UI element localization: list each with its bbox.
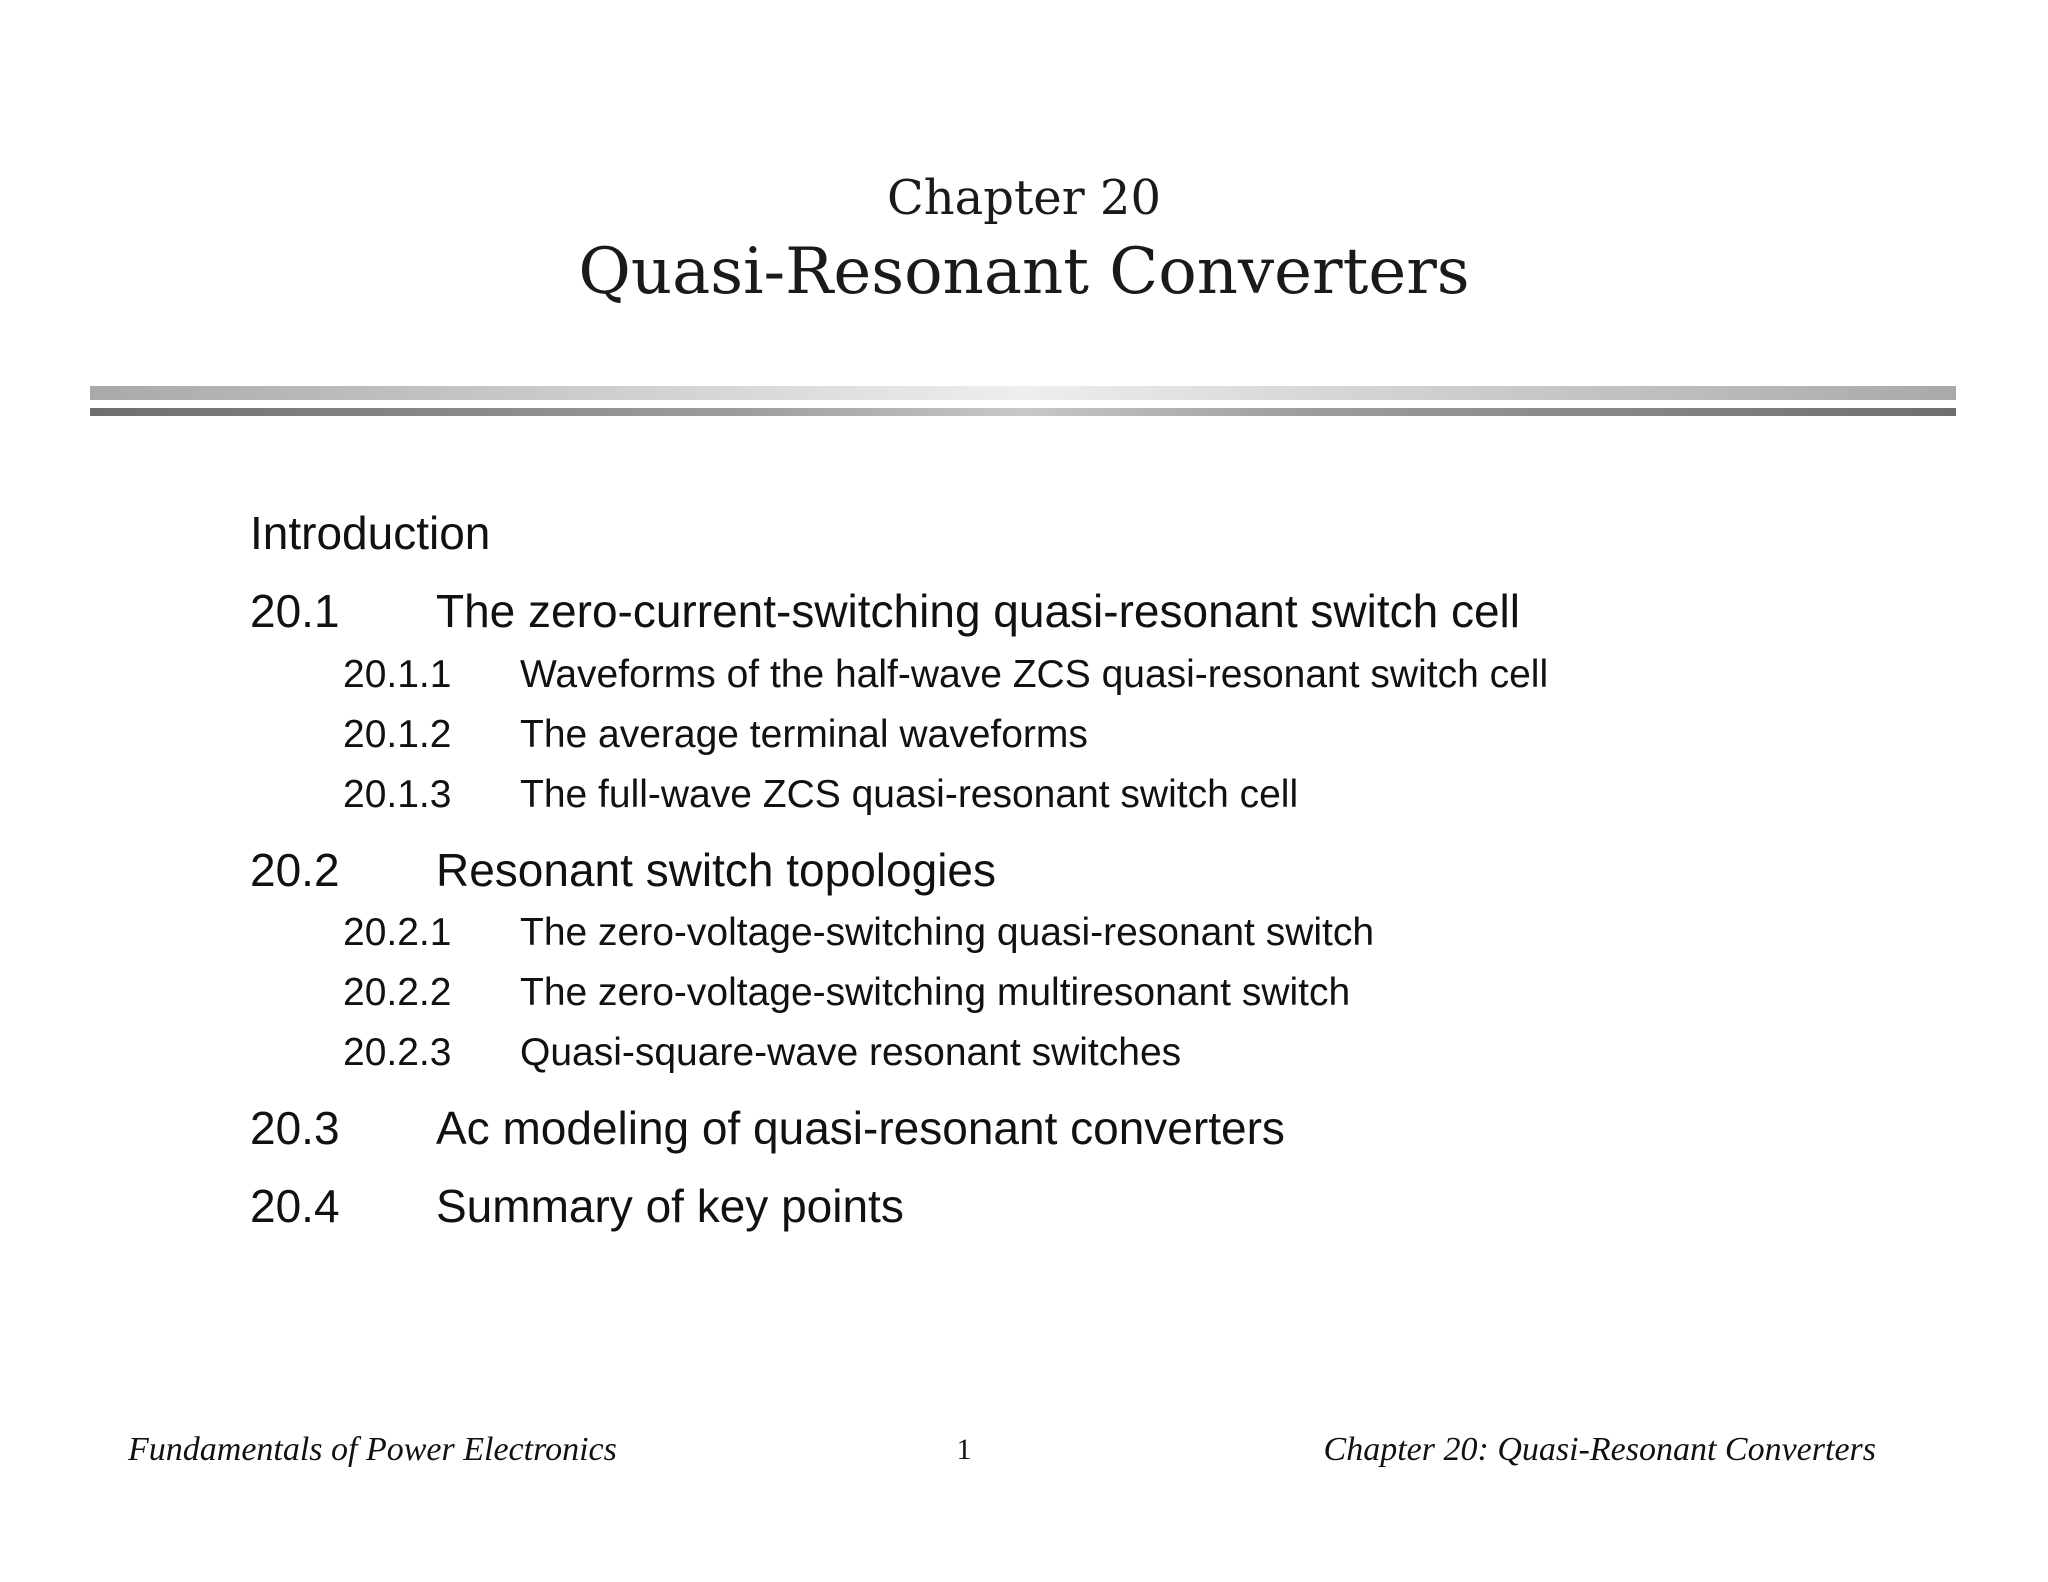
toc-section-title: Summary of key points bbox=[436, 1180, 904, 1232]
toc-subsection-title: The zero-voltage-switching quasi-resonant switch bbox=[520, 911, 1375, 954]
toc-subsection-title: Quasi-square-wave resonant switches bbox=[520, 1031, 1182, 1074]
toc-section-number: 20.3 bbox=[250, 1102, 340, 1154]
footer-book-title: Fundamentals of Power Electronics bbox=[128, 1431, 617, 1468]
toc-subsection-number: 20.2.2 bbox=[343, 971, 452, 1014]
toc-section-number: 20.4 bbox=[250, 1180, 340, 1232]
toc-subsection-title: Waveforms of the half-wave ZCS quasi-resonant switch cell bbox=[520, 653, 1549, 696]
toc-section-title: Ac modeling of quasi-resonant converters bbox=[436, 1102, 1285, 1154]
toc-subsection-title: The average terminal waveforms bbox=[520, 713, 1088, 756]
toc-section-title: The zero-current-switching quasi-resonant switch cell bbox=[436, 585, 1520, 637]
toc-subsection-number: 20.1.3 bbox=[343, 773, 452, 816]
toc-subsection-number: 20.1.1 bbox=[343, 653, 452, 696]
toc-subsection-number: 20.2.3 bbox=[343, 1031, 452, 1074]
toc-subsection-number: 20.1.2 bbox=[343, 713, 452, 756]
toc-subsection-number: 20.2.1 bbox=[343, 911, 452, 954]
footer-chapter-title: Chapter 20: Quasi-Resonant Converters bbox=[1323, 1431, 1876, 1468]
toc-section-number: 20.1 bbox=[250, 585, 340, 637]
toc-introduction: Introduction bbox=[250, 507, 491, 559]
toc-subsection-title: The zero-voltage-switching multiresonant switch bbox=[520, 971, 1351, 1014]
page-title: Quasi-Resonant Converters bbox=[578, 235, 1470, 309]
chapter-label: Chapter 20 bbox=[887, 170, 1161, 226]
toc-section-number: 20.2 bbox=[250, 844, 340, 896]
toc-section-title: Resonant switch topologies bbox=[436, 844, 996, 896]
toc-subsection-title: The full-wave ZCS quasi-resonant switch cell bbox=[520, 773, 1299, 816]
page-number: 1 bbox=[956, 1433, 972, 1466]
